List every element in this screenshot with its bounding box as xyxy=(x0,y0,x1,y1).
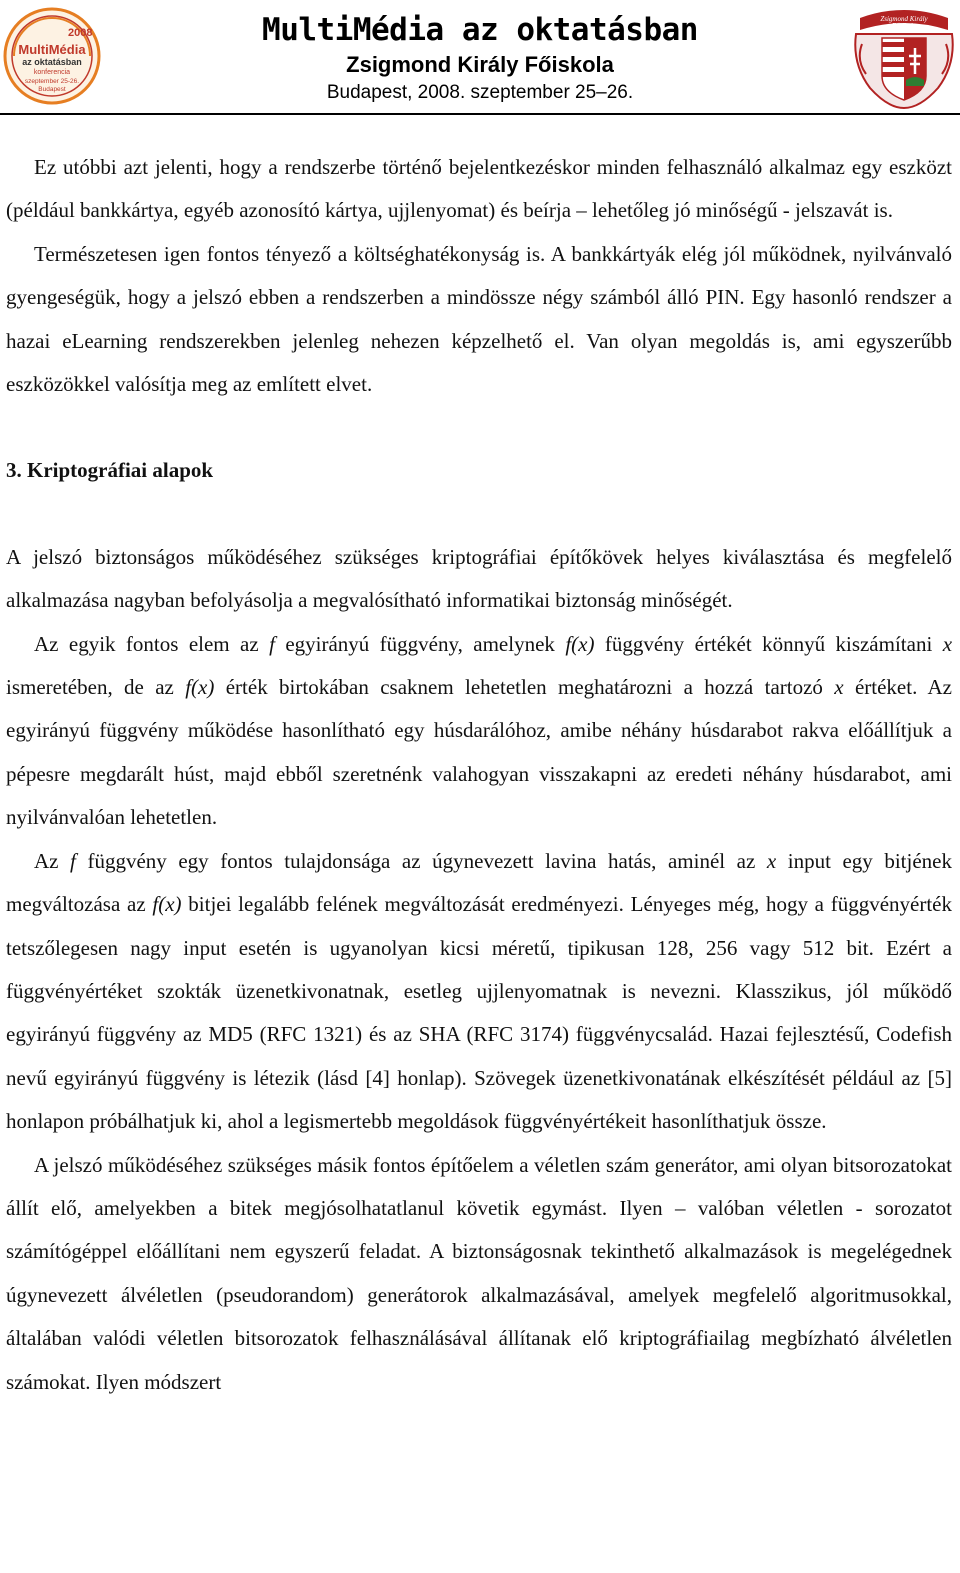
section-heading: 3. Kriptográfiai alapok xyxy=(6,458,214,483)
paragraph-5: Az f függvény egy fontos tulajdonsága az úgynevezett lavina hatás, aminél az x input egy bitjének megváltozása az f(x) bitjei legalább felének megváltozását eredményezi. Lényeges még, hogy a függvényérték tetszőlegesen nagy input esetén is ugyanolyan kicsi méretű, tipikusan 128, 256 vagy 512 bit. Ezért a függvényértéket szokták üzenetkivonatnak, esetleg ujjlenyomatnak is nevezni. Klasszikus, jól működő egyirányú függvény az MD5 (RFC 1321) és az SHA (RFC 3174) függvénycsalád. Hazai fejlesztésű, Codefish nevű egyirányú függvény is létezik (lásd [4] honlap). Szövegek üzenetkivonatának elkészítését például az [5] honlapon próbálhatjuk ki, ahol a legismertebb megoldások függvényértékeit hasonlíthatjuk össze. xyxy=(6,848,953,1134)
header-date: Budapest, 2008. szeptember 25–26. xyxy=(326,82,634,103)
svg-text:az oktatásban: az oktatásban xyxy=(22,57,82,67)
conference-logo xyxy=(2,6,102,106)
svg-text:konferencia: konferencia xyxy=(33,69,71,76)
paragraph-3: A jelszó biztonságos működéséhez szükséges kriptográfiai építőkövek helyes kiválasztása és megfelelő alkalmazása nagyban befolyásolja a megvalósítható informatikai biztonság minőségét. xyxy=(6,544,952,613)
svg-text:2008: 2008 xyxy=(68,27,93,39)
svg-text:Főiskola: Főiskola xyxy=(891,22,917,30)
svg-text:szeptember 25-26.: szeptember 25-26. xyxy=(24,78,80,85)
document-body xyxy=(6,146,952,1404)
paragraph-4: Az egyik fontos elem az f egyirányú függvény, amelynek f(x) függvény értékét könnyű kiszámítani x ismeretében, de az f(x) érték birtokában csaknem lehetetlen meghatározni a hozzá tartozó x értéket. Az egyirányú függvény működése hasonlítható egy húsdarálóhoz, amibe néhány húsdarabot rakva előállítjuk a pépesre megdarált húst, majd ebből szeretnénk valahogyan visszakapni az eredeti néhány húsdarabot, ami nyilvánvalóan lehetetlen. xyxy=(6,631,953,830)
paragraph-6: A jelszó működéséhez szükséges másik fontos építőelem a véletlen szám generátor, ami olyan bitsorozatokat állít elő, amelyekben a bitek megjósolhatatlanul követik egymást. Ilyen – valóban véletlen - sorozatot számítógéppel előállítani nem egyszerű feladat. A biztonságosnak tekinthető alkalmazások is megelégednek úgynevezett álvéletlen (pseudorandom) generátorok alkalmazásával, amelyek megfelelő algoritmusokkal, általában valódi véletlen bitsorozatok felhasználásával állítanak elő kriptográfiailag megbízható álvéletlen számokat. Ilyen módszert xyxy=(6,1152,952,1394)
paragraph-2: Természetesen igen fontos tényező a költséghatékonyság is. A bankkártyák elég jól működnek, nyilvánvaló gyengeségük, hogy a jelszó ebben a rendszerben a mindössze négy számból álló PIN. Egy hasonló rendszer a hazai eLearning rendszerekben jelenleg nehezen képzelhető el. Van olyan megoldás is, ami egyszerűbb eszközökkel valósítja meg az említett elvet. xyxy=(6,241,952,397)
svg-text:Budapest: Budapest xyxy=(38,86,66,93)
svg-text:MultiMédia: MultiMédia xyxy=(18,42,86,57)
header-title: MultiMédia az oktatásban xyxy=(262,12,698,48)
header-institution: Zsigmond Király Főiskola xyxy=(346,52,614,77)
paragraph-1: Ez utóbbi azt jelenti, hogy a rendszerbe történő bejelentkezéskor minden felhasználó alkalmaz egy eszközt (például bankkártya, egyéb azonosító kártya, ujjlenyomat) és beírja – lehetőleg jó minőségű - jelszavát is. xyxy=(6,155,952,223)
page-header xyxy=(0,0,960,118)
college-crest xyxy=(852,4,956,110)
header-divider xyxy=(0,113,960,115)
svg-text:Zsigmond Király: Zsigmond Király xyxy=(880,15,928,23)
